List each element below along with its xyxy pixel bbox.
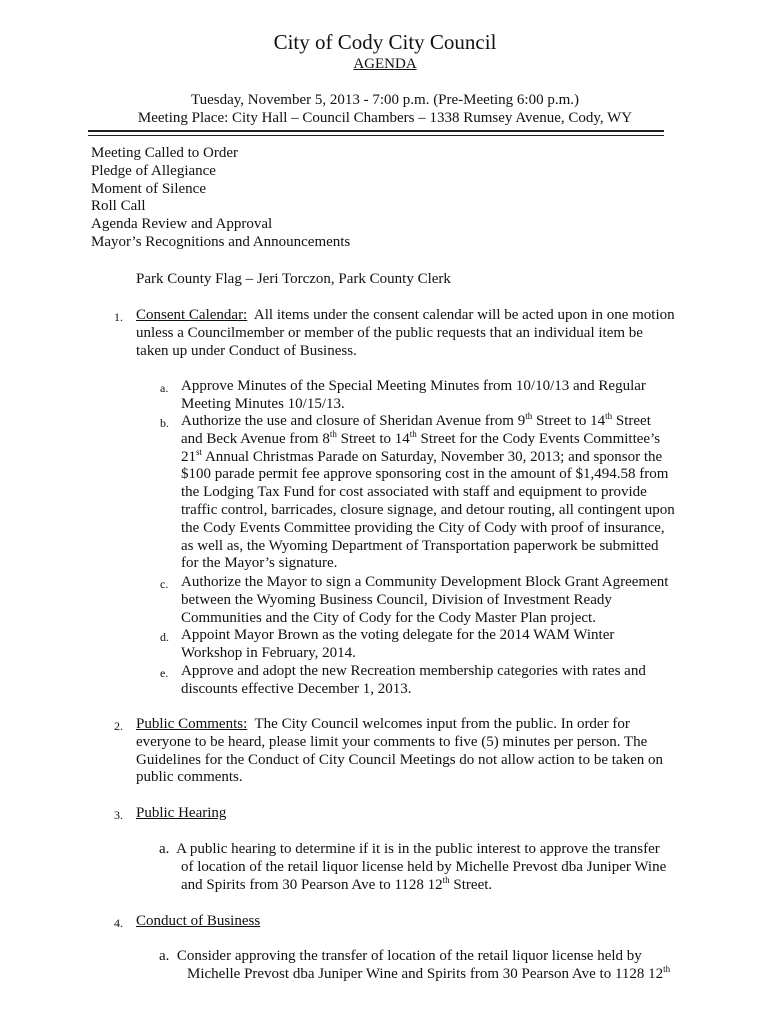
page-title: City of Cody City Council xyxy=(273,30,497,54)
header-rule-thick xyxy=(88,130,664,132)
section-heading: Public Hearing xyxy=(136,805,227,821)
consent-calendar-text xyxy=(136,307,696,360)
section-heading: Consent Calendar: xyxy=(136,307,248,323)
public-comments-text xyxy=(136,716,696,787)
text-line: discounts effective December 1, 2013. xyxy=(181,680,412,697)
text-line: $100 parade permit fee approve sponsoring cost in the amount of $1,494.58 from xyxy=(181,466,669,483)
sub-item-text xyxy=(181,378,681,414)
text-line: for the Mayor’s signature. xyxy=(181,555,338,572)
text-line: as well as, the Wyoming Department of Transportation paperwork be submitted xyxy=(181,537,659,554)
opening-item: Meeting Called to Order xyxy=(91,145,239,161)
text-line: Communities and the City of Cody for the Cody Master Plan project. xyxy=(181,609,596,626)
item-number: 1. xyxy=(114,310,123,324)
text-line: Michelle Prevost dba Juniper Wine and Spirits from 30 Pearson Ave to 1128 12th xyxy=(187,963,671,982)
text-line: public comments. xyxy=(136,769,243,786)
text-line: a. Consider approving the transfer of location of the retail liquor license held by xyxy=(159,948,642,964)
text-line: everyone to be heard, please limit your comments to five (5) minutes per person. The xyxy=(136,733,648,750)
opening-item: Pledge of Allegiance xyxy=(91,162,216,179)
text-line: unless a Councilmember or member of the public requests that an individual item be xyxy=(136,324,643,341)
meeting-date-line: Tuesday, November 5, 2013 - 7:00 p.m. (Pre-Meeting 6:00 p.m.) xyxy=(190,92,579,108)
header-rule-thin xyxy=(88,135,664,136)
item-number: 4. xyxy=(114,916,123,930)
public-hearing-heading-line xyxy=(136,805,696,823)
text-line: traffic control, barricades, closure signage, and detour routing, all contingent upon xyxy=(181,501,675,518)
sub-item-text xyxy=(181,413,681,573)
opening-item: Mayor’s Recognitions and Announcements xyxy=(91,233,351,250)
opening-item: Moment of Silence xyxy=(91,180,206,197)
sub-item-text xyxy=(181,627,681,663)
sub-item-letter: c. xyxy=(160,577,169,591)
text-line: Appoint Mayor Brown as the voting delegate for the 2014 WAM Winter xyxy=(181,627,615,643)
item-number: 2. xyxy=(114,719,123,733)
text-line: Meeting Minutes 10/15/13. xyxy=(181,395,345,412)
text-line: and Spirits from 30 Pearson Ave to 1128 12th Street. xyxy=(181,874,493,893)
item-number: 3. xyxy=(114,808,123,822)
text-line: Authorize the use and closure of Sheridan Avenue from 9th Street to 14th Street xyxy=(181,411,651,429)
opening-items-list xyxy=(91,145,350,252)
text-line: and Beck Avenue from 8th Street to 14th Street for the Cody Events Committee’s xyxy=(181,428,661,447)
sub-item-text xyxy=(181,663,681,699)
sub-item-letter: d. xyxy=(160,630,169,644)
text-line: the Lodging Tax Fund for cost associated with staff and equipment to provide xyxy=(181,484,647,501)
opening-item: Roll Call xyxy=(91,198,146,215)
text-line: 21st Annual Christmas Parade on Saturday, November 30, 2013; and sponsor the xyxy=(181,446,663,465)
sub-item-letter: a. xyxy=(160,381,169,395)
text-line: taken up under Conduct of Business. xyxy=(136,342,357,359)
text-line: Workshop in February, 2014. xyxy=(181,644,356,661)
recognition-line: Park County Flag – Jeri Torczon, Park County Clerk xyxy=(136,271,451,287)
text-line: of location of the retail liquor license held by Michelle Prevost dba Juniper Wine xyxy=(181,858,667,875)
conduct-of-business-heading-line xyxy=(136,913,696,931)
text-line: All items under the consent calendar will be acted upon in one motion xyxy=(253,307,675,323)
sub-item-letter: b. xyxy=(160,416,169,430)
meeting-place-line: Meeting Place: City Hall – Council Chambers – 1338 Rumsey Avenue, Cody, WY xyxy=(137,110,633,126)
sub-item-text xyxy=(159,841,699,894)
sub-item-letter: e. xyxy=(160,666,169,680)
section-heading: Conduct of Business xyxy=(136,913,261,929)
text-line: Guidelines for the Conduct of City Council Meetings do not allow action to be taken on xyxy=(136,751,663,768)
text-line: Approve Minutes of the Special Meeting Minutes from 10/10/13 and Regular xyxy=(181,378,646,394)
sub-item-text xyxy=(181,574,681,627)
text-line: The City Council welcomes input from the public. In order for xyxy=(254,716,630,732)
text-line: the Cody Events Committee providing the City of Cody with proof of insurance, xyxy=(181,519,665,536)
agenda-subtitle: AGENDA xyxy=(353,56,417,72)
text-line: a. A public hearing to determine if it is in the public interest to approve the transfer xyxy=(159,841,660,857)
text-line: Approve and adopt the new Recreation membership categories with rates and xyxy=(181,663,646,679)
section-heading: Public Comments: xyxy=(136,716,248,732)
text-line: between the Wyoming Business Council, Division of Investment Ready xyxy=(181,591,612,608)
text-line: Authorize the Mayor to sign a Community Development Block Grant Agreement xyxy=(181,574,669,590)
opening-item: Agenda Review and Approval xyxy=(91,216,273,233)
sub-item-text xyxy=(159,948,699,984)
